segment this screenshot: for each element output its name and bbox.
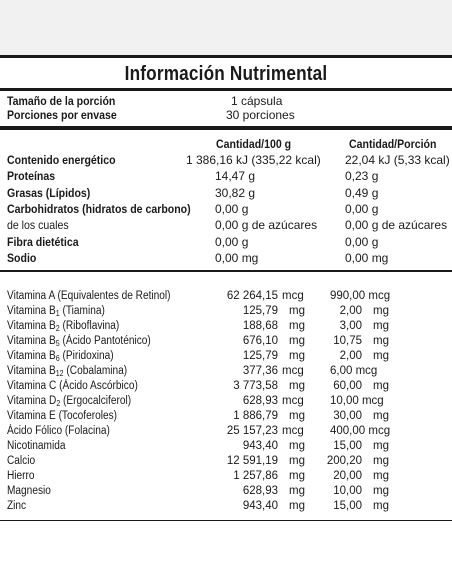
micronutrient-subscript: 2 — [56, 399, 61, 408]
serving-size-value: 1 cápsula — [231, 94, 283, 108]
micronutrient-value-per-100g: 25 157,23 — [226, 425, 278, 437]
top-border-rule — [0, 55, 452, 58]
micronutrient-name: Ácido Fólico (Folacina) — [7, 425, 110, 437]
micronutrient-label — [7, 334, 151, 348]
micronutrient-unit-per-serving: mg — [373, 335, 389, 347]
micronutrient-value-per-serving: 10,00 — [333, 485, 362, 497]
micronutrient-label — [7, 394, 131, 408]
micronutrient-name-suffix: (Cobalamina) — [63, 365, 128, 377]
micronutrient-unit-per-100g: mg — [289, 410, 305, 422]
micronutrient-value-per-serving: 2,00 — [339, 305, 362, 317]
micronutrient-unit-per-100g: mcg — [282, 395, 304, 407]
micronutrient-label — [7, 454, 35, 468]
column-header-per-100g: Cantidad/100 g — [216, 137, 292, 151]
micronutrient-name: Vitamina B — [7, 305, 56, 317]
macro-value-per-100g: 0,00 g de azúcares — [215, 218, 318, 232]
macro-value-per-serving: 0,00 g de azúcares — [345, 218, 448, 232]
micronutrient-unit-per-serving: mg — [373, 410, 389, 422]
macro-value-per-serving: 0,23 g — [345, 169, 379, 183]
micronutrient-value-per-serving: 10,75 — [333, 335, 362, 347]
macro-label: de los cuales — [7, 218, 69, 232]
micronutrient-value-per-serving: 200,20 — [326, 455, 362, 467]
micronutrient-subscript: 6 — [55, 354, 60, 363]
micronutrient-unit-per-100g: mg — [289, 500, 305, 512]
micronutrient-label — [7, 439, 66, 453]
micronutrient-value-per-100g: 943,40 — [242, 500, 278, 512]
micronutrient-name: Hierro — [7, 470, 35, 482]
micronutrient-unit-per-serving: mg — [373, 455, 389, 467]
micronutrient-unit-per-100g: mg — [289, 350, 305, 362]
micronutrient-value-per-100g: 1 886,79 — [233, 410, 278, 422]
micronutrient-unit-per-serving: mg — [373, 485, 389, 497]
micronutrient-value-per-100g: 628,93 — [242, 395, 278, 407]
macro-value-per-100g: 30,82 g — [215, 186, 256, 200]
micronutrient-unit-per-serving: mg — [373, 380, 389, 392]
macro-label: Fibra dietética — [7, 235, 79, 249]
micronutrient-unit-per-serving: mg — [373, 440, 389, 452]
micronutrient-value-per-100g: 377,36 — [242, 365, 278, 377]
macro-value-per-serving: 0,00 mg — [345, 251, 389, 265]
micronutrient-value-per-100g: 62 264,15 — [226, 290, 278, 302]
micronutrient-name-suffix: (Riboflavina) — [59, 320, 120, 332]
micronutrient-name: Nicotinamida — [7, 440, 66, 452]
micronutrient-value-per-serving: 20,00 — [333, 470, 362, 482]
micronutrient-label — [7, 424, 110, 438]
micronutrient-subscript: 5 — [55, 339, 60, 348]
micronutrient-unit-per-100g: mg — [289, 485, 305, 497]
macro-value-per-serving: 0,00 g — [345, 235, 379, 249]
macro-value-per-100g: 0,00 g — [215, 235, 249, 249]
micronutrient-label — [7, 349, 114, 363]
micronutrient-value-per-serving: 3,00 — [339, 320, 362, 332]
servings-per-container-value: 30 porciones — [226, 108, 295, 122]
micronutrient-name: Vitamina C (Ácido Ascórbico) — [7, 380, 138, 392]
micronutrient-name: Vitamina E (Tocoferoles) — [7, 410, 118, 422]
macro-value-per-100g: 0,00 g — [215, 202, 249, 216]
micronutrient-value-per-100g: 125,79 — [242, 350, 278, 362]
micronutrient-label — [7, 379, 138, 393]
micronutrient-name: Calcio — [7, 455, 36, 467]
label-title: Información Nutrimental — [124, 63, 328, 85]
micronutrient-unit-per-100g: mcg — [282, 290, 304, 302]
micronutrient-unit-per-100g: mg — [289, 380, 305, 392]
micronutrient-name-suffix: (Tiamina) — [59, 305, 105, 317]
micronutrient-name: Vitamina B — [7, 335, 56, 347]
micronutrient-name-suffix: (Piridoxina) — [59, 350, 114, 362]
title-divider — [0, 88, 452, 91]
micronutrient-name: Vitamina B — [7, 320, 56, 332]
micronutrient-subscript: 1 — [55, 309, 60, 318]
macro-label: Contenido energético — [7, 153, 116, 167]
micronutrient-value-per-serving: 400,00 mcg — [330, 425, 391, 437]
column-header-per-serving: Cantidad/Porción — [349, 137, 437, 151]
micronutrient-unit-per-100g: mcg — [282, 425, 304, 437]
micronutrient-label — [7, 469, 35, 483]
micronutrient-value-per-100g: 943,40 — [242, 440, 278, 452]
micronutrient-label — [7, 484, 51, 498]
micronutrient-unit-per-100g: mg — [289, 305, 305, 317]
micronutrient-name: Magnesio — [7, 485, 51, 497]
micronutrient-name: Vitamina A (Equivalentes de Retinol) — [7, 290, 171, 302]
macro-label: Sodio — [7, 251, 37, 265]
section-divider — [0, 270, 452, 272]
bottom-rule — [0, 520, 452, 521]
micronutrient-value-per-serving: 990,00 mcg — [330, 290, 391, 302]
micronutrient-label — [7, 289, 171, 303]
micronutrient-unit-per-100g: mg — [289, 320, 305, 332]
micronutrient-unit-per-100g: mg — [289, 335, 305, 347]
macro-value-per-100g: 0,00 mg — [215, 251, 259, 265]
micronutrient-value-per-serving: 15,00 — [333, 440, 362, 452]
macro-label: Grasas (Lípidos) — [7, 186, 91, 200]
micronutrient-label — [7, 364, 127, 378]
micronutrient-value-per-serving: 60,00 — [333, 380, 362, 392]
macro-value-per-serving: 0,00 g — [345, 202, 379, 216]
serving-size-label: Tamaño de la porción — [7, 94, 116, 108]
micronutrient-name: Vitamina D — [7, 395, 57, 407]
micronutrient-unit-per-100g: mcg — [282, 365, 304, 377]
micronutrient-label — [7, 409, 117, 423]
micronutrient-subscript: 2 — [55, 324, 60, 333]
micronutrient-value-per-serving: 15,00 — [333, 500, 362, 512]
micronutrient-value-per-100g: 676,10 — [242, 335, 278, 347]
micronutrient-value-per-100g: 1 257,86 — [233, 470, 278, 482]
micronutrient-name-suffix: (Ergocalciferol) — [60, 395, 132, 407]
micronutrient-unit-per-100g: mg — [289, 455, 305, 467]
micronutrient-value-per-100g: 188,68 — [242, 320, 278, 332]
serving-divider — [0, 126, 452, 130]
micronutrient-unit-per-100g: mg — [289, 440, 305, 452]
micronutrient-value-per-serving: 30,00 — [333, 410, 362, 422]
micronutrient-unit-per-serving: mg — [373, 305, 389, 317]
micronutrient-label — [7, 304, 105, 318]
micronutrient-unit-per-serving: mg — [373, 350, 389, 362]
micronutrient-name: Vitamina B — [7, 350, 56, 362]
micronutrient-value-per-serving: 2,00 — [339, 350, 362, 362]
micronutrient-subscript: 12 — [55, 369, 64, 378]
micronutrient-name: Zinc — [7, 500, 27, 512]
macro-label: Proteínas — [7, 169, 56, 183]
micronutrient-unit-per-100g: mg — [289, 470, 305, 482]
macro-value-per-100g: 14,47 g — [215, 169, 256, 183]
micronutrient-value-per-100g: 3 773,58 — [233, 380, 278, 392]
macro-value-per-serving: 0,49 g — [345, 186, 379, 200]
micronutrient-unit-per-serving: mg — [373, 320, 389, 332]
macro-value-per-100g: 1 386,16 kJ (335,22 kcal) — [186, 153, 321, 167]
micronutrient-value-per-100g: 628,93 — [242, 485, 278, 497]
micronutrient-value-per-100g: 125,79 — [242, 305, 278, 317]
micronutrient-label — [7, 499, 26, 513]
macro-value-per-serving: 22,04 kJ (5,33 kcal) — [345, 153, 450, 167]
micronutrient-unit-per-serving: mg — [373, 500, 389, 512]
micronutrient-unit-per-serving: mg — [373, 470, 389, 482]
micronutrient-name: Vitamina B — [7, 365, 56, 377]
micronutrient-label — [7, 319, 119, 333]
servings-per-container-label: Porciones por envase — [7, 108, 117, 122]
macro-label: Carbohidratos (hidratos de carbono) — [7, 202, 191, 216]
micronutrient-value-per-serving: 10,00 mcg — [330, 395, 384, 407]
micronutrient-name-suffix: (Ácido Pantoténico) — [59, 335, 151, 347]
micronutrient-value-per-100g: 12 591,19 — [226, 455, 278, 467]
micronutrient-value-per-serving: 6,00 mcg — [330, 365, 378, 377]
